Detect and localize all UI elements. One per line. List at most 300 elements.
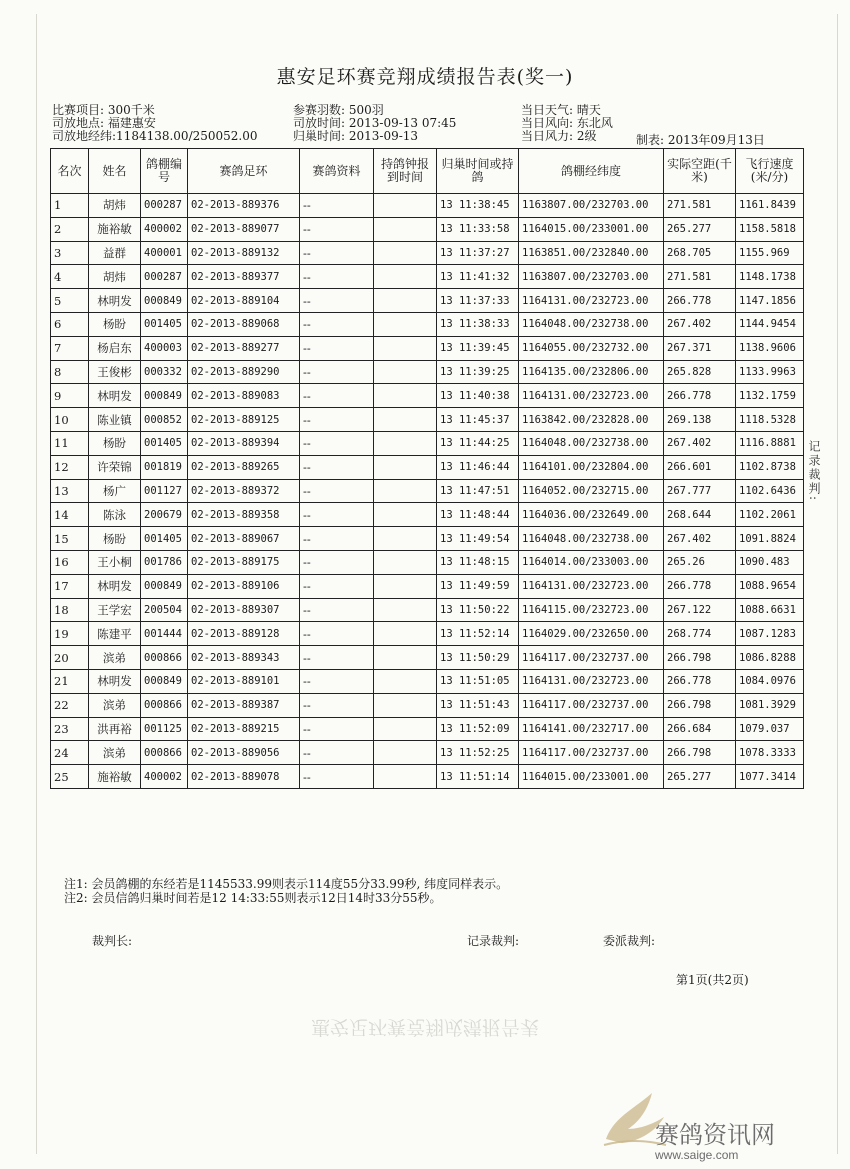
table-row	[51, 289, 804, 313]
cell-distance: 267.777	[664, 479, 736, 503]
cell-ring-number: 02-2013-889104	[188, 289, 300, 313]
table-row	[51, 265, 804, 289]
cell-pigeon-info: --	[300, 527, 374, 551]
cell-coordinates: 1164101.00/232804.00	[519, 455, 664, 479]
table-row	[51, 765, 804, 789]
cell-loft-id: 200679	[141, 503, 188, 527]
cell-name: 杨广	[89, 479, 141, 503]
cell-rank: 6	[51, 312, 89, 336]
cell-distance: 271.581	[664, 265, 736, 289]
release-coordinates: 司放地经纬:1184138.00/250052.00	[52, 129, 258, 143]
cell-name: 王俊彬	[89, 360, 141, 384]
cell-arrival-time: 13 11:46:44	[437, 455, 519, 479]
cell-distance: 266.798	[664, 646, 736, 670]
cell-coordinates: 1163842.00/232828.00	[519, 408, 664, 432]
cell-pigeon-info: --	[300, 265, 374, 289]
cell-loft-id: 001819	[141, 455, 188, 479]
table-row	[51, 717, 804, 741]
cell-name: 洪再裕	[89, 717, 141, 741]
cell-pigeon-info: --	[300, 717, 374, 741]
cell-rank: 8	[51, 360, 89, 384]
cell-arrival-time: 13 11:50:29	[437, 646, 519, 670]
table-row	[51, 574, 804, 598]
cell-arrival-time: 13 11:47:51	[437, 479, 519, 503]
cell-name: 陈建平	[89, 622, 141, 646]
cell-distance: 266.778	[664, 574, 736, 598]
cell-ring-number: 02-2013-889068	[188, 312, 300, 336]
cell-pigeon-info: --	[300, 693, 374, 717]
cell-ring-number: 02-2013-889372	[188, 479, 300, 503]
cell-speed: 1088.9654	[736, 574, 804, 598]
cell-arrival-time: 13 11:38:33	[437, 312, 519, 336]
cell-arrival-time: 13 11:52:09	[437, 717, 519, 741]
cell-arrival-time: 13 11:49:54	[437, 527, 519, 551]
race-info-middle	[293, 104, 456, 143]
cell-coordinates: 1164014.00/233003.00	[519, 550, 664, 574]
cell-arrival-time: 13 11:41:32	[437, 265, 519, 289]
cell-distance: 267.371	[664, 336, 736, 360]
cell-ring-number: 02-2013-889377	[188, 265, 300, 289]
cell-arrival-time: 13 11:48:15	[437, 550, 519, 574]
cell-rank: 24	[51, 741, 89, 765]
cell-rank: 1	[51, 194, 89, 218]
cell-coordinates: 1164048.00/232738.00	[519, 431, 664, 455]
release-location: 司放地点: 福建惠安	[52, 116, 156, 130]
cell-rank: 14	[51, 503, 89, 527]
cell-arrival-time: 13 11:51:43	[437, 693, 519, 717]
cell-name: 滨弟	[89, 693, 141, 717]
cell-loft-id: 000866	[141, 693, 188, 717]
cell-pigeon-info: --	[300, 384, 374, 408]
cell-clock-time	[374, 289, 437, 313]
cell-ring-number: 02-2013-889077	[188, 217, 300, 241]
cell-arrival-time: 13 11:39:45	[437, 336, 519, 360]
results-body	[51, 194, 804, 789]
entry-count: 参赛羽数: 500羽	[293, 103, 384, 117]
table-row	[51, 217, 804, 241]
cell-arrival-time: 13 11:48:44	[437, 503, 519, 527]
cell-loft-id: 001444	[141, 622, 188, 646]
cell-distance: 267.402	[664, 312, 736, 336]
cell-name: 滨弟	[89, 646, 141, 670]
cell-name: 施裕敏	[89, 217, 141, 241]
cell-distance: 266.778	[664, 669, 736, 693]
cell-name: 陈业镇	[89, 408, 141, 432]
cell-pigeon-info: --	[300, 289, 374, 313]
cell-rank: 19	[51, 622, 89, 646]
cell-arrival-time: 13 11:37:27	[437, 241, 519, 265]
cell-speed: 1102.8738	[736, 455, 804, 479]
cell-coordinates: 1164117.00/232737.00	[519, 693, 664, 717]
cell-distance: 266.684	[664, 717, 736, 741]
cell-pigeon-info: --	[300, 669, 374, 693]
weather: 当日天气: 晴天	[521, 103, 601, 117]
side-annotation: 记录裁判:	[807, 440, 821, 503]
cell-speed: 1132.1759	[736, 384, 804, 408]
cell-speed: 1077.3414	[736, 765, 804, 789]
cell-distance: 265.277	[664, 217, 736, 241]
cell-clock-time	[374, 622, 437, 646]
cell-loft-id: 000287	[141, 265, 188, 289]
cell-clock-time	[374, 574, 437, 598]
cell-loft-id: 000849	[141, 289, 188, 313]
cell-name: 杨盼	[89, 312, 141, 336]
cell-rank: 3	[51, 241, 89, 265]
cell-loft-id: 000849	[141, 384, 188, 408]
cell-ring-number: 02-2013-889277	[188, 336, 300, 360]
header-pigeon-info: 赛鸽资料	[300, 149, 374, 194]
cell-name: 林明发	[89, 574, 141, 598]
cell-coordinates: 1164048.00/232738.00	[519, 312, 664, 336]
table-row	[51, 741, 804, 765]
cell-arrival-time: 13 11:51:14	[437, 765, 519, 789]
cell-speed: 1155.969	[736, 241, 804, 265]
cell-coordinates: 1163807.00/232703.00	[519, 265, 664, 289]
cell-distance: 266.798	[664, 741, 736, 765]
cell-pigeon-info: --	[300, 360, 374, 384]
cell-speed: 1078.3333	[736, 741, 804, 765]
cell-speed: 1148.1738	[736, 265, 804, 289]
cell-arrival-time: 13 11:44:25	[437, 431, 519, 455]
cell-loft-id: 400002	[141, 217, 188, 241]
cell-name: 杨盼	[89, 431, 141, 455]
cell-loft-id: 001786	[141, 550, 188, 574]
cell-pigeon-info: --	[300, 741, 374, 765]
cell-clock-time	[374, 217, 437, 241]
cell-arrival-time: 13 11:37:33	[437, 289, 519, 313]
cell-name: 胡炜	[89, 194, 141, 218]
cell-pigeon-info: --	[300, 241, 374, 265]
cell-distance: 265.277	[664, 765, 736, 789]
cell-pigeon-info: --	[300, 550, 374, 574]
wind-direction: 当日风向: 东北风	[521, 116, 613, 130]
cell-pigeon-info: --	[300, 336, 374, 360]
cell-ring-number: 02-2013-889175	[188, 550, 300, 574]
footnote-1: 注1: 会员鸽棚的东经若是1145533.99则表示114度55分33.99秒, 纬度同样表示。	[64, 877, 509, 891]
footnote-2: 注2: 会员信鸽归巢时间若是12 14:33:55则表示12日14时33分55秒。	[64, 891, 442, 905]
cell-loft-id: 001405	[141, 431, 188, 455]
cell-arrival-time: 13 11:52:25	[437, 741, 519, 765]
cell-pigeon-info: --	[300, 574, 374, 598]
cell-pigeon-info: --	[300, 217, 374, 241]
table-row	[51, 431, 804, 455]
cell-arrival-time: 13 11:40:38	[437, 384, 519, 408]
table-row	[51, 360, 804, 384]
header-name: 姓名	[89, 149, 141, 194]
cell-ring-number: 02-2013-889215	[188, 717, 300, 741]
cell-rank: 9	[51, 384, 89, 408]
cell-ring-number: 02-2013-889394	[188, 431, 300, 455]
wind-force: 当日风力: 2级	[521, 129, 597, 143]
release-time: 司放时间: 2013-09-13 07:45	[293, 116, 457, 130]
cell-loft-id: 000849	[141, 669, 188, 693]
cell-distance: 268.774	[664, 622, 736, 646]
cell-ring-number: 02-2013-889056	[188, 741, 300, 765]
cell-clock-time	[374, 598, 437, 622]
cell-clock-time	[374, 336, 437, 360]
cell-coordinates: 1164117.00/232737.00	[519, 741, 664, 765]
cell-rank: 17	[51, 574, 89, 598]
cell-clock-time	[374, 717, 437, 741]
cell-distance: 268.705	[664, 241, 736, 265]
cell-loft-id: 000287	[141, 194, 188, 218]
cell-ring-number: 02-2013-889125	[188, 408, 300, 432]
cell-distance: 265.828	[664, 360, 736, 384]
cell-coordinates: 1164141.00/232717.00	[519, 717, 664, 741]
cell-loft-id: 000866	[141, 741, 188, 765]
watermark	[655, 1115, 775, 1162]
cell-ring-number: 02-2013-889358	[188, 503, 300, 527]
header-rank: 名次	[51, 149, 89, 194]
cell-distance: 267.402	[664, 431, 736, 455]
cell-speed: 1088.6631	[736, 598, 804, 622]
cell-rank: 13	[51, 479, 89, 503]
cell-speed: 1158.5818	[736, 217, 804, 241]
cell-coordinates: 1163807.00/232703.00	[519, 194, 664, 218]
cell-coordinates: 1164131.00/232723.00	[519, 384, 664, 408]
cell-coordinates: 1164115.00/232723.00	[519, 598, 664, 622]
bleed-through-text: 惠安足环赛竞翔成绩报告表	[310, 1016, 539, 1038]
cell-name: 胡炜	[89, 265, 141, 289]
cell-pigeon-info: --	[300, 455, 374, 479]
cell-arrival-time: 13 11:38:45	[437, 194, 519, 218]
cell-distance: 269.138	[664, 408, 736, 432]
cell-rank: 20	[51, 646, 89, 670]
page-number: 第1页(共2页)	[676, 973, 749, 987]
table-row	[51, 194, 804, 218]
cell-coordinates: 1164131.00/232723.00	[519, 289, 664, 313]
cell-rank: 10	[51, 408, 89, 432]
cell-speed: 1102.2061	[736, 503, 804, 527]
table-row	[51, 503, 804, 527]
results-table	[50, 148, 804, 789]
cell-loft-id: 000849	[141, 574, 188, 598]
header-ring: 赛鸽足环	[188, 149, 300, 194]
cell-loft-id: 400002	[141, 765, 188, 789]
cell-clock-time	[374, 312, 437, 336]
cell-arrival-time: 13 11:49:59	[437, 574, 519, 598]
cell-rank: 7	[51, 336, 89, 360]
cell-pigeon-info: --	[300, 479, 374, 503]
cell-arrival-time: 13 11:50:22	[437, 598, 519, 622]
cell-pigeon-info: --	[300, 598, 374, 622]
report-title: 惠安足环赛竞翔成绩报告表(奖一)	[276, 66, 574, 88]
cell-name: 许荣锦	[89, 455, 141, 479]
cell-ring-number: 02-2013-889265	[188, 455, 300, 479]
cell-speed: 1086.8288	[736, 646, 804, 670]
cell-coordinates: 1164117.00/232737.00	[519, 646, 664, 670]
cell-coordinates: 1164036.00/232649.00	[519, 503, 664, 527]
cell-name: 益群	[89, 241, 141, 265]
table-row	[51, 241, 804, 265]
cell-loft-id: 400001	[141, 241, 188, 265]
cell-speed: 1081.3929	[736, 693, 804, 717]
cell-ring-number: 02-2013-889106	[188, 574, 300, 598]
cell-clock-time	[374, 765, 437, 789]
table-row	[51, 527, 804, 551]
cell-clock-time	[374, 527, 437, 551]
cell-coordinates: 1164135.00/232806.00	[519, 360, 664, 384]
cell-distance: 266.778	[664, 289, 736, 313]
cell-loft-id: 000866	[141, 646, 188, 670]
header-speed: 飞行速度(米/分)	[736, 149, 804, 194]
cell-pigeon-info: --	[300, 431, 374, 455]
cell-distance: 271.581	[664, 194, 736, 218]
header-coordinates: 鸽棚经纬度	[519, 149, 664, 194]
cell-pigeon-info: --	[300, 312, 374, 336]
footnotes	[64, 877, 508, 905]
cell-name: 林明发	[89, 669, 141, 693]
cell-speed: 1147.1856	[736, 289, 804, 313]
header-clock-time: 持鸽钟报到时间	[374, 149, 437, 194]
table-row	[51, 312, 804, 336]
cell-pigeon-info: --	[300, 503, 374, 527]
table-row	[51, 336, 804, 360]
cell-rank: 21	[51, 669, 89, 693]
cell-pigeon-info: --	[300, 622, 374, 646]
cell-rank: 12	[51, 455, 89, 479]
cell-speed: 1091.8824	[736, 527, 804, 551]
cell-distance: 266.778	[664, 384, 736, 408]
cell-pigeon-info: --	[300, 646, 374, 670]
delegate-judge-label: 委派裁判:	[603, 934, 656, 948]
cell-arrival-time: 13 11:39:25	[437, 360, 519, 384]
cell-arrival-time: 13 11:33:58	[437, 217, 519, 241]
header-loft-id: 鸽棚编号	[141, 149, 188, 194]
cell-clock-time	[374, 669, 437, 693]
cell-ring-number: 02-2013-889083	[188, 384, 300, 408]
cell-loft-id: 200504	[141, 598, 188, 622]
cell-rank: 18	[51, 598, 89, 622]
cell-clock-time	[374, 384, 437, 408]
cell-pigeon-info: --	[300, 194, 374, 218]
cell-arrival-time: 13 11:45:37	[437, 408, 519, 432]
cell-pigeon-info: --	[300, 408, 374, 432]
cell-loft-id: 000332	[141, 360, 188, 384]
recorder-judge-label: 记录裁判:	[467, 934, 520, 948]
cell-coordinates: 1164048.00/232738.00	[519, 527, 664, 551]
cell-speed: 1084.0976	[736, 669, 804, 693]
cell-speed: 1102.6436	[736, 479, 804, 503]
cell-rank: 4	[51, 265, 89, 289]
cell-rank: 2	[51, 217, 89, 241]
cell-arrival-time: 13 11:52:14	[437, 622, 519, 646]
cell-speed: 1118.5328	[736, 408, 804, 432]
cell-ring-number: 02-2013-889343	[188, 646, 300, 670]
cell-ring-number: 02-2013-889307	[188, 598, 300, 622]
cell-name: 杨盼	[89, 527, 141, 551]
cell-pigeon-info: --	[300, 765, 374, 789]
cell-loft-id: 001125	[141, 717, 188, 741]
cell-loft-id: 000852	[141, 408, 188, 432]
cell-name: 陈泳	[89, 503, 141, 527]
cell-speed: 1116.8881	[736, 431, 804, 455]
race-item: 比赛项目: 300千米	[52, 103, 155, 117]
cell-distance: 268.644	[664, 503, 736, 527]
cell-name: 滨弟	[89, 741, 141, 765]
cell-rank: 25	[51, 765, 89, 789]
cell-ring-number: 02-2013-889132	[188, 241, 300, 265]
cell-coordinates: 1164015.00/233001.00	[519, 217, 664, 241]
cell-name: 林明发	[89, 384, 141, 408]
table-row	[51, 598, 804, 622]
cell-speed: 1161.8439	[736, 194, 804, 218]
cell-speed: 1079.037	[736, 717, 804, 741]
cell-ring-number: 02-2013-889376	[188, 194, 300, 218]
cell-loft-id: 001405	[141, 312, 188, 336]
table-row	[51, 479, 804, 503]
cell-ring-number: 02-2013-889067	[188, 527, 300, 551]
cell-coordinates: 1164131.00/232723.00	[519, 574, 664, 598]
cell-name: 施裕敏	[89, 765, 141, 789]
table-row	[51, 646, 804, 670]
cell-clock-time	[374, 194, 437, 218]
table-row	[51, 622, 804, 646]
cell-distance: 267.122	[664, 598, 736, 622]
cell-rank: 22	[51, 693, 89, 717]
table-row	[51, 455, 804, 479]
cell-distance: 266.601	[664, 455, 736, 479]
race-info-right	[521, 104, 613, 143]
table-made-date: 制表: 2013年09月13日	[636, 133, 765, 147]
table-row	[51, 669, 804, 693]
cell-ring-number: 02-2013-889101	[188, 669, 300, 693]
cell-clock-time	[374, 408, 437, 432]
header-arrival-time: 归巢时间或持鸽	[437, 149, 519, 194]
table-row	[51, 550, 804, 574]
cell-rank: 16	[51, 550, 89, 574]
cell-coordinates: 1164055.00/232732.00	[519, 336, 664, 360]
cell-speed: 1133.9963	[736, 360, 804, 384]
cell-speed: 1090.483	[736, 550, 804, 574]
cell-rank: 11	[51, 431, 89, 455]
cell-coordinates: 1163851.00/232840.00	[519, 241, 664, 265]
cell-ring-number: 02-2013-889290	[188, 360, 300, 384]
cell-name: 王小桐	[89, 550, 141, 574]
table-header-row	[51, 149, 804, 194]
header-distance: 实际空距(千米)	[664, 149, 736, 194]
cell-distance: 267.402	[664, 527, 736, 551]
cell-clock-time	[374, 241, 437, 265]
cell-rank: 5	[51, 289, 89, 313]
watermark-title: 赛鸽资讯网	[655, 1121, 775, 1149]
cell-coordinates: 1164131.00/232723.00	[519, 669, 664, 693]
cell-coordinates: 1164015.00/233001.00	[519, 765, 664, 789]
cell-loft-id: 001405	[141, 527, 188, 551]
cell-ring-number: 02-2013-889387	[188, 693, 300, 717]
cell-ring-number: 02-2013-889128	[188, 622, 300, 646]
cell-loft-id: 400003	[141, 336, 188, 360]
cell-ring-number: 02-2013-889078	[188, 765, 300, 789]
cell-rank: 23	[51, 717, 89, 741]
cell-name: 王学宏	[89, 598, 141, 622]
cell-clock-time	[374, 479, 437, 503]
chief-judge-label: 裁判长:	[92, 934, 133, 948]
cell-clock-time	[374, 741, 437, 765]
cell-clock-time	[374, 550, 437, 574]
cell-speed: 1144.9454	[736, 312, 804, 336]
cell-speed: 1087.1283	[736, 622, 804, 646]
cell-name: 林明发	[89, 289, 141, 313]
watermark-url: www.saige.com	[655, 1148, 739, 1162]
cell-clock-time	[374, 455, 437, 479]
cell-rank: 15	[51, 527, 89, 551]
cell-clock-time	[374, 646, 437, 670]
cell-clock-time	[374, 503, 437, 527]
table-row	[51, 384, 804, 408]
cell-coordinates: 1164052.00/232715.00	[519, 479, 664, 503]
cell-clock-time	[374, 431, 437, 455]
